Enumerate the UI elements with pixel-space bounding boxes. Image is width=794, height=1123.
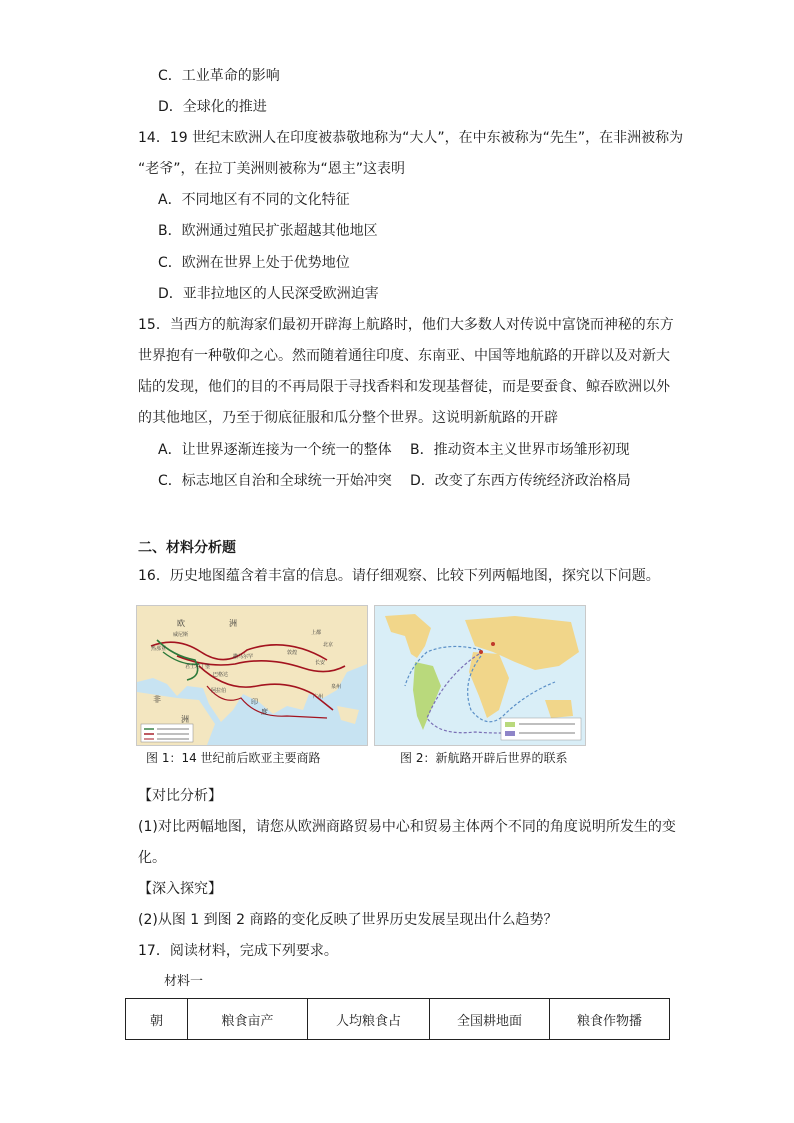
q15-option-a: A．让世界逐渐连接为一个统一的整体: [158, 442, 392, 458]
map1-caption: 图 1：14 世纪前后欧亚主要商路: [146, 751, 321, 765]
map2-caption: 图 2：新航路开辟后世界的联系: [400, 751, 568, 765]
q16-sub1-line-2: 化。: [138, 850, 166, 866]
q15-option-d: D．改变了东西方传统经济政治格局: [410, 473, 631, 489]
q15-stem-line-2: 世界抱有一种敬仰之心。然而随着通往印度、东南亚、中国等地航路的开辟以及对新大: [138, 348, 670, 364]
q17-stem: 17．阅读材料，完成下列要求。: [138, 943, 338, 959]
map1-label: 敦煌: [287, 650, 298, 656]
q15-stem-line-1: 15．当西方的航海家们最初开辟海上航路时，他们大多数人对传说中富饶而神秘的东方: [138, 317, 674, 333]
map1-label: 威尼斯: [173, 632, 189, 638]
table-header-cell: 人均粮食占: [308, 999, 430, 1040]
q14-option-c: C．欧洲在世界上处于优势地位: [158, 255, 350, 271]
option-c: C．工业革命的影响: [158, 68, 280, 84]
map1-label: 洲: [181, 715, 189, 724]
map1-label: 欧: [177, 619, 185, 628]
q16-sub1-line-1: (1)对比两幅地图，请您从欧洲商路贸易中心和贸易主体两个不同的角度说明所发生的变: [138, 819, 676, 835]
map1-label: 泉州: [331, 684, 342, 690]
material-table: [125, 998, 670, 1040]
table-header-cell: 粮食作物播: [550, 999, 670, 1040]
map1-label: 北京: [323, 642, 334, 648]
section-title: 二、材料分析题: [138, 540, 236, 556]
map1-label: 上都: [311, 630, 322, 636]
map1-label: 印: [251, 698, 258, 706]
table-row: [126, 999, 670, 1040]
q14-stem-line-2: “老爷”，在拉丁美洲则被称为“恩主”这表明: [138, 161, 406, 177]
map1-label: 撒马尔罕: [233, 654, 254, 660]
map1-label: 阿拉伯: [211, 688, 227, 694]
map1-label: 热那亚: [151, 646, 167, 652]
q15-stem-line-4: 的其他地区，乃至于彻底征服和瓜分整个世界。这说明新航路的开辟: [138, 410, 558, 426]
q15-option-b: B．推动资本主义世界市场雏形初现: [410, 442, 630, 458]
map1-label: 长安: [315, 660, 326, 666]
q14-stem-line-1: 14．19 世纪末欧洲人在印度被恭敬地称为“大人”，在中东被称为“先生”，在非洲被称为: [138, 130, 684, 146]
material-one-label: 材料一: [164, 974, 204, 989]
q16-sub2: (2)从图 1 到图 2 商路的变化反映了世界历史发展呈现出什么趋势？: [138, 912, 558, 928]
map-new-sea-routes: [374, 605, 586, 746]
deep-explore-title: 【深入探究】: [138, 881, 222, 897]
q14-option-d: D．亚非拉地区的人民深受欧洲迫害: [158, 286, 379, 302]
map1-label: 洲: [229, 619, 237, 628]
map1-graphic: [137, 606, 367, 745]
q15-stem-line-3: 陆的发现，他们的目的不再局限于寻找香料和发现基督徒，而是要蚕食、鲸吞欧洲以外: [138, 379, 670, 395]
q16-stem: 16．历史地图蕴含着丰富的信息。请仔细观察、比较下列两幅地图，探究以下问题。: [138, 568, 660, 584]
map1-label: 度: [261, 708, 268, 716]
table-header-cell: 全国耕地面: [430, 999, 550, 1040]
contrast-analysis-title: 【对比分析】: [138, 788, 222, 804]
q14-option-b: B．欧洲通过殖民扩张超越其他地区: [158, 223, 378, 239]
option-d: D．全球化的推进: [158, 99, 267, 115]
table-header-cell: 朝: [126, 999, 188, 1040]
q14-option-a: A．不同地区有不同的文化特征: [158, 192, 350, 208]
map1-label: 君士坦丁堡: [185, 664, 211, 670]
map2-graphic: [375, 606, 585, 745]
map-eurasia-trade-routes: [136, 605, 368, 746]
table-header-cell: 粮食亩产: [188, 999, 308, 1040]
map1-label: 非: [153, 695, 161, 704]
map1-label: 巴格达: [213, 672, 229, 678]
q15-option-c: C．标志地区自治和全球统一开始冲突: [158, 473, 392, 489]
map1-label: 广州: [313, 694, 324, 700]
